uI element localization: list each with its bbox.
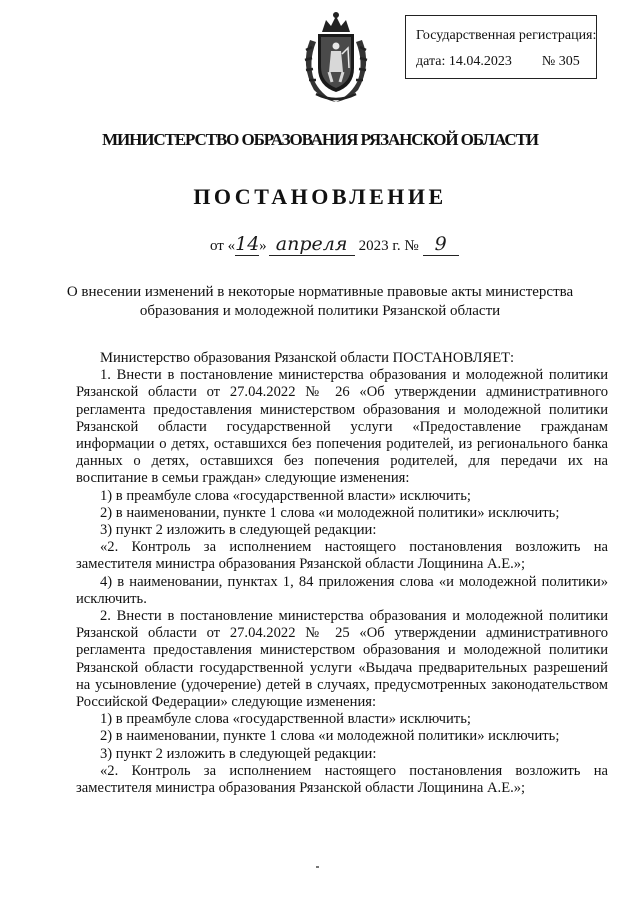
- paragraph-item: 3) пункт 2 изложить в следующей редакции:: [100, 745, 377, 762]
- paragraph-item: 2. Внести в постановление министерства образования и молодежной политики Рязанской области от 27.04.2022 № 25 «Об утверждении административного регламента предоставления министерством образования и молодежной политики Рязанской области государственной услуги «Выдача предварительных разрешений на усыновление (удочерение) детей в случаях, предусмотренных законодательством Российской Федерации» следующие изменения:: [76, 608, 608, 711]
- document-body: [76, 350, 608, 797]
- paragraph-item: 1) в преамбуле слова «государственной власти» исключить;: [100, 487, 471, 504]
- paragraph-item: 3) пункт 2 изложить в следующей редакции:: [100, 522, 377, 539]
- paragraph-item: 1. Внести в постановление министерства образования и молодежной политики Рязанской области от 27.04.2022 № 26 «Об утверждении административного регламента предоставления министерством образования и молодежной политики Рязанской области государственной услуги «Предоставление гражданам информации о детях, оставшихся без попечения родителей, из регионального банка данных о детях, оставшихся без попечения родителей, для передачи их на воспитание в семьи граждан» следующие изменения:: [76, 367, 608, 487]
- paragraph-item: 2) в наименовании, пункте 1 слова «и молодежной политики» исключить;: [100, 504, 560, 521]
- paragraph-item: «2. Контроль за исполнением настоящего постановления возложить на заместителя министра образования Рязанской области Лощинина А.Е.»;: [76, 762, 608, 797]
- ryazan-coat-of-arms-icon: [296, 10, 376, 104]
- handwritten-day: 14: [235, 233, 260, 255]
- ministry-name: МИНИСТЕРСТВО ОБРАЗОВАНИЯ РЯЗАНСКОЙ ОБЛАСТИ: [102, 130, 538, 149]
- date-year: 2023 г. №: [358, 238, 419, 254]
- registration-stamp: [405, 15, 597, 79]
- registration-details: [416, 53, 596, 71]
- registration-date: дата: 14.04.2023: [416, 54, 512, 69]
- document-type-title: ПОСТАНОВЛЕНИЕ: [193, 184, 447, 209]
- handwritten-number: 9: [423, 233, 459, 256]
- registration-title: Государственная регистрация:: [416, 28, 597, 43]
- date-quote-close: »: [259, 238, 267, 254]
- paragraph-item: 1) в преамбуле слова «государственной власти» исключить;: [100, 711, 471, 728]
- handwritten-month: апреля: [269, 233, 355, 256]
- paragraph-item: «2. Контроль за исполнением настоящего постановления возложить на заместителя министра образования Рязанской области Лощинина А.Е.»;: [76, 539, 608, 573]
- paragraph-item: 4) в наименовании, пунктах 1, 84 приложения слова «и молодежной политики» исключить.: [76, 573, 608, 607]
- registration-number: № 305: [541, 54, 580, 69]
- paragraph-item: 2) в наименовании, пункте 1 слова «и молодежной политики» исключить;: [100, 728, 560, 745]
- page-mark: [316, 866, 319, 868]
- paragraph-intro: Министерство образования Рязанской области ПОСТАНОВЛЯЕТ:: [100, 350, 515, 366]
- document-subject: О внесении изменений в некоторые нормативные правовые акты министерства образования и молодежной политики Рязанской области: [66, 284, 574, 319]
- document-date-line: [210, 233, 459, 256]
- date-prefix: от «: [210, 238, 236, 254]
